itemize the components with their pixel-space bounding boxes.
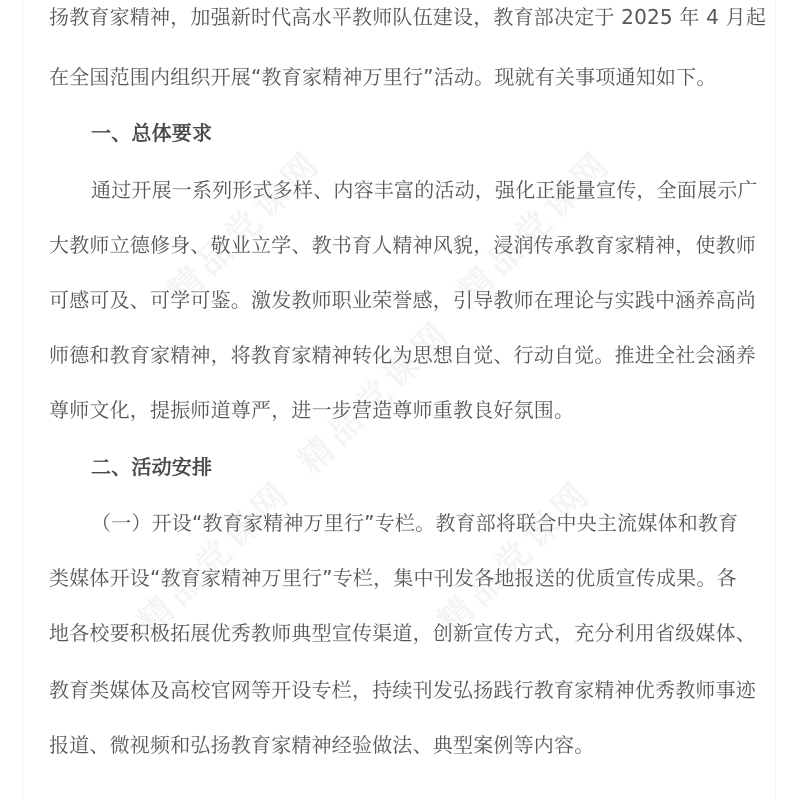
paragraph-line: 大教师立德修身、敬业立学、教书育人精神风貌，浸润传承教育家精神，使教师 bbox=[49, 233, 756, 257]
document-page bbox=[22, 0, 776, 800]
paragraph-line: 通过开展一系列形式多样、内容丰富的活动，强化正能量宣传，全面展示广 bbox=[91, 178, 758, 202]
paragraph-line: 报道、微视频和弘扬教育家精神经验做法、典型案例等内容。 bbox=[49, 733, 595, 757]
paragraph-line: （一）开设“教育家精神万里行”专栏。教育部将联合中央主流媒体和教育 bbox=[91, 511, 739, 535]
paragraph-line: 在全国范围内组织开展“教育家精神万里行”活动。现就有关事项通知如下。 bbox=[49, 65, 717, 89]
watermark bbox=[285, 306, 461, 482]
paragraph-line: 扬教育家精神，加强新时代高水平教师队伍建设，教育部决定于 2025 年 4 月起 bbox=[49, 5, 767, 29]
watermark bbox=[425, 466, 601, 642]
section-heading-activity-arrangement: 二、活动安排 bbox=[91, 455, 213, 479]
paragraph-line: 地各校要积极拓展优秀教师典型宣传渠道，创新宣传方式，充分利用省级媒体、 bbox=[49, 621, 756, 645]
paragraph-line: 类媒体开设“教育家精神万里行”专栏，集中刊发各地报送的优质宣传成果。各 bbox=[49, 566, 737, 590]
paragraph-line: 教育类媒体及高校官网等开设专栏，持续刊发弘扬践行教育家精神优秀教师事迹 bbox=[49, 678, 756, 702]
paragraph-line: 尊师文化，提振师道尊严，进一步营造尊师重教良好氛围。 bbox=[49, 398, 575, 422]
section-heading-general-requirements: 一、总体要求 bbox=[91, 121, 213, 145]
paragraph-line: 师德和教育家精神，将教育家精神转化为思想自觉、行动自觉。推进全社会涵养 bbox=[49, 343, 756, 367]
watermark bbox=[125, 466, 301, 642]
paragraph-line: 可感可及、可学可鉴。激发教师职业荣誉感，引导教师在理论与实践中涵养高尚 bbox=[49, 288, 756, 312]
